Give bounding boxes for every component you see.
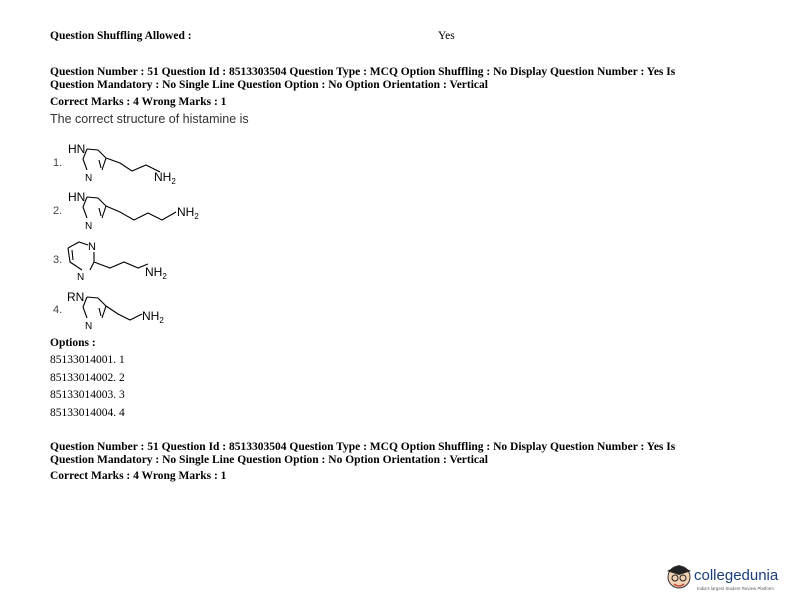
structure-3-amine: $NH_2$ [145, 265, 167, 281]
structure-2-amine: $NH_2$ [177, 205, 199, 221]
logo-name: collegedunia [694, 567, 779, 584]
question-marks-2: Correct Marks : 4 Wrong Marks : 1 [50, 470, 227, 482]
logo-tagline: India's largest Student Review Platform [697, 586, 774, 591]
structure-1-top-label: HN [68, 142, 86, 156]
question-meta-2-line2: Question Mandatory : No Single Line Question Option : No Option Orientation : Vertical [50, 454, 488, 466]
question-meta-2-line1: Question Number : 51 Question Id : 8513303504 Question Type : MCQ Option Shuffling : No Display Question Number : Yes Is [50, 441, 676, 453]
structure-3 [68, 241, 167, 283]
choice-number-1: 1. [53, 157, 63, 169]
question-meta-line1: Question Number : 51 Question Id : 8513303504 Question Type : MCQ Option Shuffling : No Display Question Number : Yes Is [50, 66, 676, 78]
option-3: 85133014003. 3 [50, 389, 125, 401]
option-4: 85133014004. 4 [50, 406, 125, 419]
choice-number-3: 3. [53, 254, 63, 266]
mascot-icon [664, 561, 694, 591]
option-1: 85133014001. 1 [50, 354, 125, 366]
structure-2-ring-n: N [85, 221, 93, 232]
shuffling-label: Question Shuffling Allowed : [50, 30, 192, 42]
structure-4-ring-n: N [85, 321, 93, 332]
choice-number-2: 2. [53, 205, 63, 217]
collegedunia-logo [664, 559, 788, 599]
structure-4-amine: $NH_2$ [142, 309, 164, 325]
question-marks: Correct Marks : 4 Wrong Marks : 1 [50, 96, 227, 108]
structure-1 [68, 142, 176, 186]
structure-4-top-label: RN [67, 290, 85, 304]
question-meta-2 [50, 441, 750, 467]
structure-1-ring-n: N [85, 173, 93, 184]
structure-3-ring-n: N [77, 272, 85, 283]
choice-number-4: 4. [53, 304, 63, 316]
structure-1-amine: $NH_2$ [154, 170, 176, 186]
question-text: The correct structure of histamine is [50, 112, 249, 126]
structure-2 [68, 190, 199, 232]
question-meta-line2: Question Mandatory : No Single Line Question Option : No Option Orientation : Vertical [50, 79, 488, 91]
structure-3-top-label: N [88, 241, 96, 253]
structure-4 [67, 290, 164, 332]
options-list [50, 352, 125, 422]
structure-2-top-label: HN [68, 190, 86, 204]
shuffling-value: Yes [438, 30, 455, 42]
option-2: 85133014002. 2 [50, 371, 125, 384]
options-label: Options : [50, 337, 96, 349]
